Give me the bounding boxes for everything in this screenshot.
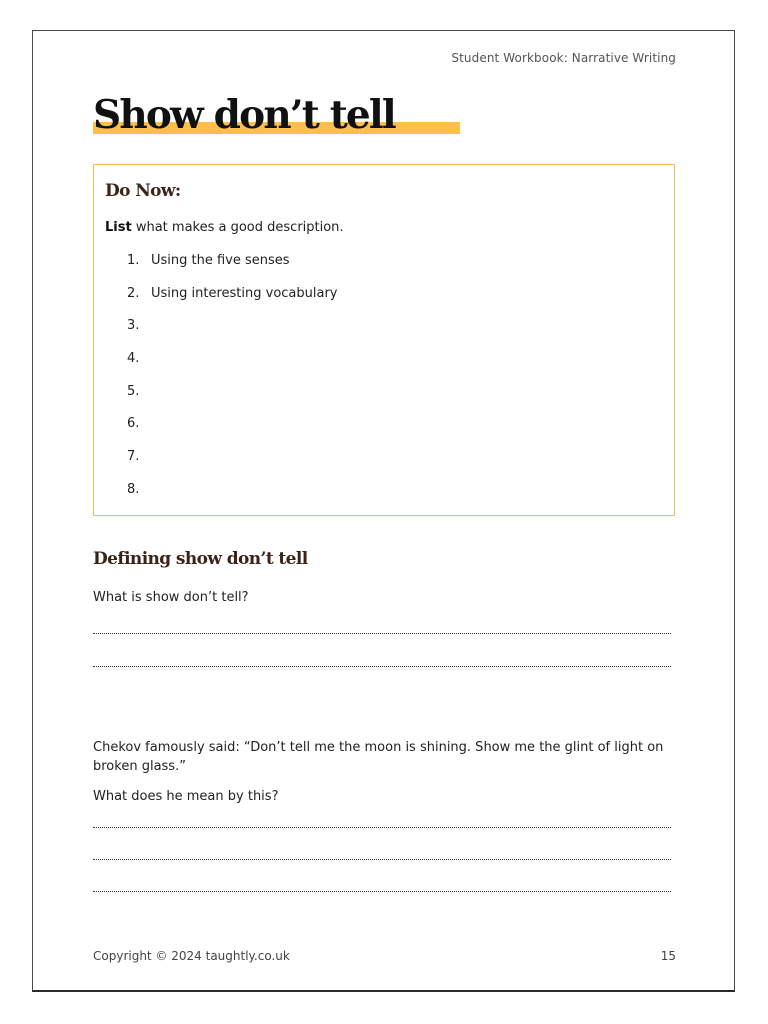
do-now-instruction [105, 220, 344, 235]
list-item-number: 1. [127, 253, 140, 268]
do-now-box [93, 164, 675, 516]
list-item[interactable] [127, 416, 338, 449]
list-item[interactable] [127, 351, 338, 384]
list-item-number: 6. [127, 416, 140, 432]
page-number: 15 [660, 949, 676, 963]
list-item[interactable] [127, 482, 338, 515]
list-item [127, 286, 338, 319]
question-meaning: What does he mean by this? [93, 789, 279, 804]
list-item-number: 2. [127, 285, 140, 301]
instruction-verb: List [105, 220, 132, 235]
running-header: Student Workbook: Narrative Writing [451, 51, 676, 65]
page-title: Show don’t tell [93, 92, 395, 138]
list-item[interactable] [127, 449, 338, 482]
answer-line[interactable] [93, 859, 671, 860]
question-what-is: What is show don’t tell? [93, 590, 249, 605]
answer-line[interactable] [93, 633, 671, 634]
list-item[interactable] [127, 318, 338, 351]
list-item [127, 253, 338, 286]
list-item[interactable] [127, 384, 338, 417]
list-item-number: 8. [127, 481, 140, 497]
answer-line[interactable] [93, 891, 671, 892]
footer-copyright: Copyright © 2024 taughtly.co.uk [93, 949, 290, 963]
list-item-number: 4. [127, 351, 140, 367]
list-item-number: 3. [127, 318, 140, 334]
instruction-text: what makes a good description. [131, 220, 344, 235]
do-now-heading: Do Now: [105, 181, 181, 201]
list-item-number: 7. [127, 449, 140, 465]
list-item-number: 5. [127, 383, 140, 399]
answer-line[interactable] [93, 827, 671, 828]
workbook-page [32, 30, 735, 992]
title-block [93, 89, 473, 141]
description-list [127, 253, 338, 515]
list-item-text: Using interesting vocabulary [151, 285, 338, 301]
chekov-quote: Chekov famously said: “Don’t tell me the moon is shining. Show me the glint of light on broken glass.” [93, 740, 664, 774]
answer-line[interactable] [93, 666, 671, 667]
list-item-text: Using the five senses [151, 253, 290, 268]
defining-heading: Defining show don’t tell [93, 549, 308, 569]
